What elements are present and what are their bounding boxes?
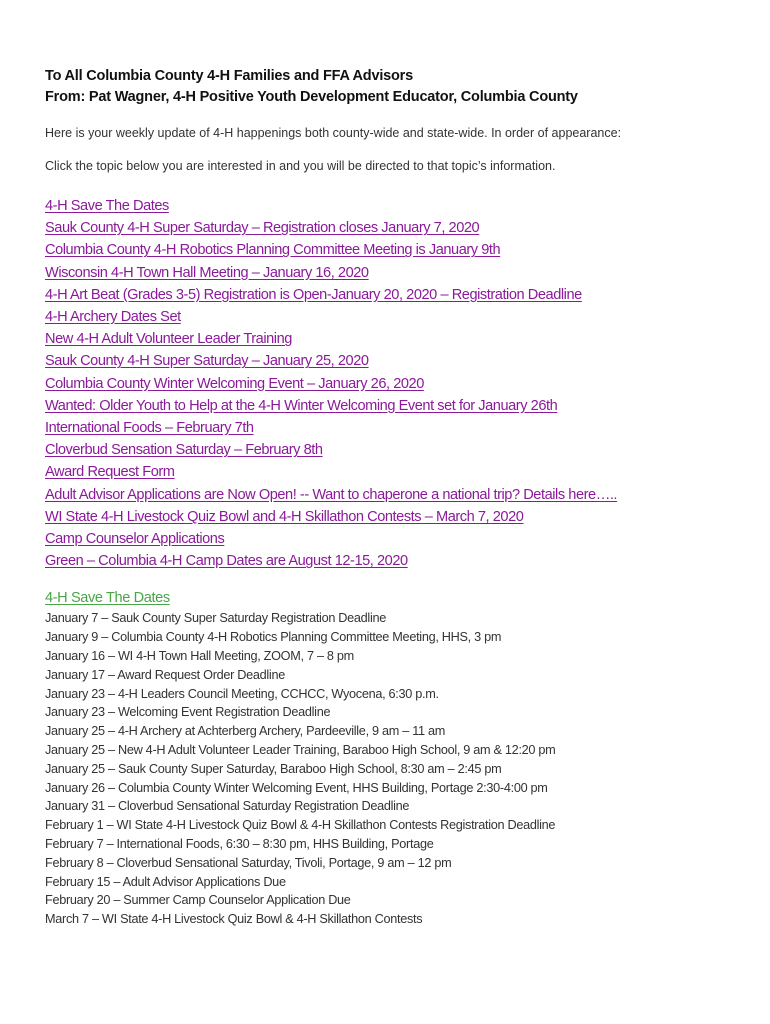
save-the-dates-heading-link[interactable]: 4-H Save The Dates <box>45 590 170 607</box>
toc-link-robotics-planning[interactable]: Columbia County 4-H Robotics Planning Committee Meeting is January 9th <box>45 242 501 259</box>
toc-link-camp-dates[interactable]: Green – Columbia 4-H Camp Dates are August 12-15, 2020 <box>45 553 408 570</box>
toc-item <box>45 239 735 261</box>
toc-link-archery[interactable]: 4-H Archery Dates Set <box>45 309 181 326</box>
list-item: March 7 – WI State 4-H Livestock Quiz Bowl & 4-H Skillathon Contests <box>45 912 423 927</box>
toc-item <box>45 506 735 528</box>
instruction-paragraph: Click the topic below you are interested in and you will be directed to that topic’s information. <box>45 159 556 173</box>
table-of-contents <box>45 195 735 572</box>
list-item: January 31 – Cloverbud Sensational Saturday Registration Deadline <box>45 799 410 814</box>
toc-link-international-foods[interactable]: International Foods – February 7th <box>45 420 254 437</box>
list-item: February 8 – Cloverbud Sensational Saturday, Tivoli, Portage, 9 am – 12 pm <box>45 855 452 870</box>
document-page <box>45 66 735 929</box>
toc-link-town-hall[interactable]: Wisconsin 4-H Town Hall Meeting – January 16, 2020 <box>45 264 369 281</box>
list-item: January 25 – New 4-H Adult Volunteer Leader Training, Baraboo High School, 9 am & 12:20 pm <box>45 743 556 758</box>
toc-item <box>45 439 735 461</box>
list-item: January 23 – 4-H Leaders Council Meeting, CCHCC, Wyocena, 6:30 p.m. <box>45 686 439 701</box>
list-item: January 7 – Sauk County Super Saturday Registration Deadline <box>45 611 386 626</box>
toc-item <box>45 528 735 550</box>
toc-link-award-request[interactable]: Award Request Form <box>45 464 175 481</box>
toc-link-art-beat[interactable]: 4-H Art Beat (Grades 3-5) Registration is Open-January 20, 2020 – Registration Deadline <box>45 286 582 303</box>
list-item: February 7 – International Foods, 6:30 – 8:30 pm, HHS Building, Portage <box>45 837 434 852</box>
list-item: January 25 – Sauk County Super Saturday, Baraboo High School, 8:30 am – 2:45 pm <box>45 761 502 776</box>
toc-item <box>45 350 735 372</box>
list-item: January 23 – Welcoming Event Registration Deadline <box>45 705 331 720</box>
list-item: February 15 – Adult Advisor Applications Due <box>45 874 286 889</box>
toc-item <box>45 373 735 395</box>
toc-item <box>45 484 735 506</box>
toc-link-quiz-bowl[interactable]: WI State 4-H Livestock Quiz Bowl and 4-H Skillathon Contests – March 7, 2020 <box>45 508 524 525</box>
toc-item <box>45 395 735 417</box>
toc-item <box>45 217 735 239</box>
list-item: January 16 – WI 4-H Town Hall Meeting, ZOOM, 7 – 8 pm <box>45 649 354 664</box>
list-item: January 9 – Columbia County 4-H Robotics Planning Committee Meeting, HHS, 3 pm <box>45 630 502 645</box>
toc-link-older-youth-wanted[interactable]: Wanted: Older Youth to Help at the 4-H Winter Welcoming Event set for January 26th <box>45 397 558 414</box>
from-line: From: Pat Wagner, 4-H Positive Youth Development Educator, Columbia County <box>45 89 578 105</box>
toc-item <box>45 461 735 483</box>
toc-item <box>45 195 735 217</box>
section-heading-save-the-dates <box>45 587 735 609</box>
toc-link-winter-welcoming[interactable]: Columbia County Winter Welcoming Event – January 26, 2020 <box>45 375 424 392</box>
toc-item <box>45 262 735 284</box>
list-item: February 1 – WI State 4-H Livestock Quiz Bowl & 4-H Skillathon Contests Registration Deadline <box>45 818 556 833</box>
list-item: January 17 – Award Request Order Deadline <box>45 667 285 682</box>
to-line: To All Columbia County 4-H Families and FFA Advisors <box>45 68 413 84</box>
toc-link-sauk-super-saturday-registration[interactable]: Sauk County 4-H Super Saturday – Registration closes January 7, 2020 <box>45 220 480 237</box>
toc-link-cloverbud[interactable]: Cloverbud Sensation Saturday – February 8th <box>45 442 323 459</box>
list-item: February 20 – Summer Camp Counselor Application Due <box>45 893 351 908</box>
toc-link-camp-counselor[interactable]: Camp Counselor Applications <box>45 531 225 548</box>
save-the-dates-list <box>45 609 735 929</box>
toc-link-save-the-dates[interactable]: 4-H Save The Dates <box>45 198 169 214</box>
list-item: January 25 – 4-H Archery at Achterberg Archery, Pardeeville, 9 am – 11 am <box>45 724 446 739</box>
intro-paragraph: Here is your weekly update of 4-H happenings both county-wide and state-wide. In order of appearance: <box>45 126 622 140</box>
toc-link-volunteer-training[interactable]: New 4-H Adult Volunteer Leader Training <box>45 331 292 348</box>
list-item: January 26 – Columbia County Winter Welcoming Event, HHS Building, Portage 2:30-4:00 pm <box>45 780 548 795</box>
toc-item <box>45 284 735 306</box>
toc-item <box>45 550 735 572</box>
toc-link-sauk-super-saturday[interactable]: Sauk County 4-H Super Saturday – January 25, 2020 <box>45 353 369 370</box>
toc-link-adult-advisor[interactable]: Adult Advisor Applications are Now Open! -- Want to chaperone a national trip? Details here….. <box>45 486 618 503</box>
toc-item <box>45 306 735 328</box>
toc-item <box>45 417 735 439</box>
toc-item <box>45 328 735 350</box>
